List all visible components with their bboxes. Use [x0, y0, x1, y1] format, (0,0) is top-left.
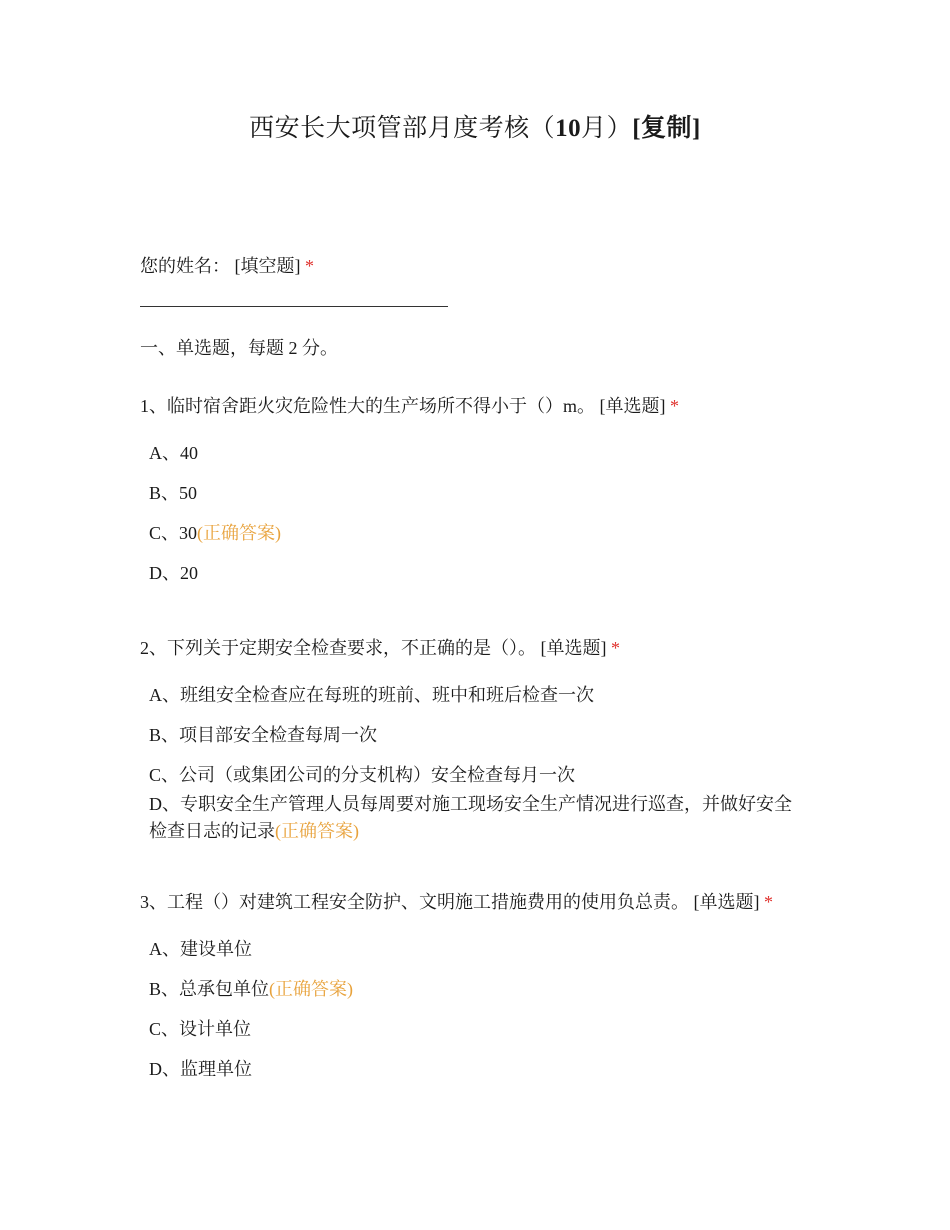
correct-answer-marker: (正确答案) [269, 979, 354, 999]
question-1-option-d: D、20 [149, 563, 198, 583]
name-answer-line[interactable] [140, 306, 448, 307]
question-3-option-d: D、监理单位 [149, 1059, 252, 1079]
question-type-tag: [单选题] [693, 892, 760, 912]
title-copy-tag: [复制] [632, 115, 701, 142]
title-prefix: 西安长大项管部月度考核（ [249, 115, 556, 142]
title-middle: 月） [581, 115, 633, 142]
question-1-option-b: B、50 [149, 483, 198, 503]
question-2-option-b: B、项目部安全检查每周一次 [149, 725, 378, 745]
name-question-label: 您的姓名： [140, 256, 230, 276]
option-text: B、总承包单位 [149, 979, 270, 999]
required-asterisk: * [670, 396, 679, 416]
question-2-option-d [149, 791, 809, 845]
question-2-text: 2、下列关于定期安全检查要求，不正确的是（）。 [140, 638, 536, 658]
question-3-option-a: A、建设单位 [149, 939, 252, 959]
question-1 [140, 392, 679, 418]
correct-answer-marker: (正确答案) [275, 821, 359, 841]
question-3-option-b [149, 975, 353, 1001]
option-text: C、30 [149, 523, 198, 543]
question-1-text: 1、临时宿舍距火灾危险性大的生产场所不得小于（）m。 [140, 396, 595, 416]
question-3-option-c: C、设计单位 [149, 1019, 252, 1039]
question-3-text: 3、工程（）对建筑工程安全防护、文明施工措施费用的使用负总责。 [140, 892, 689, 912]
question-1-option-a: A、40 [149, 443, 198, 463]
required-asterisk: * [305, 256, 314, 276]
question-1-option-c [149, 519, 281, 545]
required-asterisk: * [764, 892, 773, 912]
question-type-tag: [填空题] [234, 256, 301, 276]
section-heading: 一、单选题，每题 2 分。 [140, 338, 338, 358]
option-text: D、专职安全生产管理人员每周要对施工现场安全生产情况进行巡查，并做好安全检查日志的记录 [149, 794, 792, 841]
correct-answer-marker: (正确答案) [197, 523, 282, 543]
question-type-tag: [单选题] [599, 396, 666, 416]
question-3 [140, 888, 773, 914]
question-2-option-a: A、班组安全检查应在每班的班前、班中和班后检查一次 [149, 685, 594, 705]
question-2-option-c: C、公司（或集团公司的分支机构）安全检查每月一次 [149, 765, 576, 785]
required-asterisk: * [611, 638, 620, 658]
page-title [0, 108, 950, 144]
name-question [140, 252, 314, 278]
question-2 [140, 634, 620, 660]
title-month-number: 10 [555, 115, 582, 142]
question-type-tag: [单选题] [540, 638, 607, 658]
